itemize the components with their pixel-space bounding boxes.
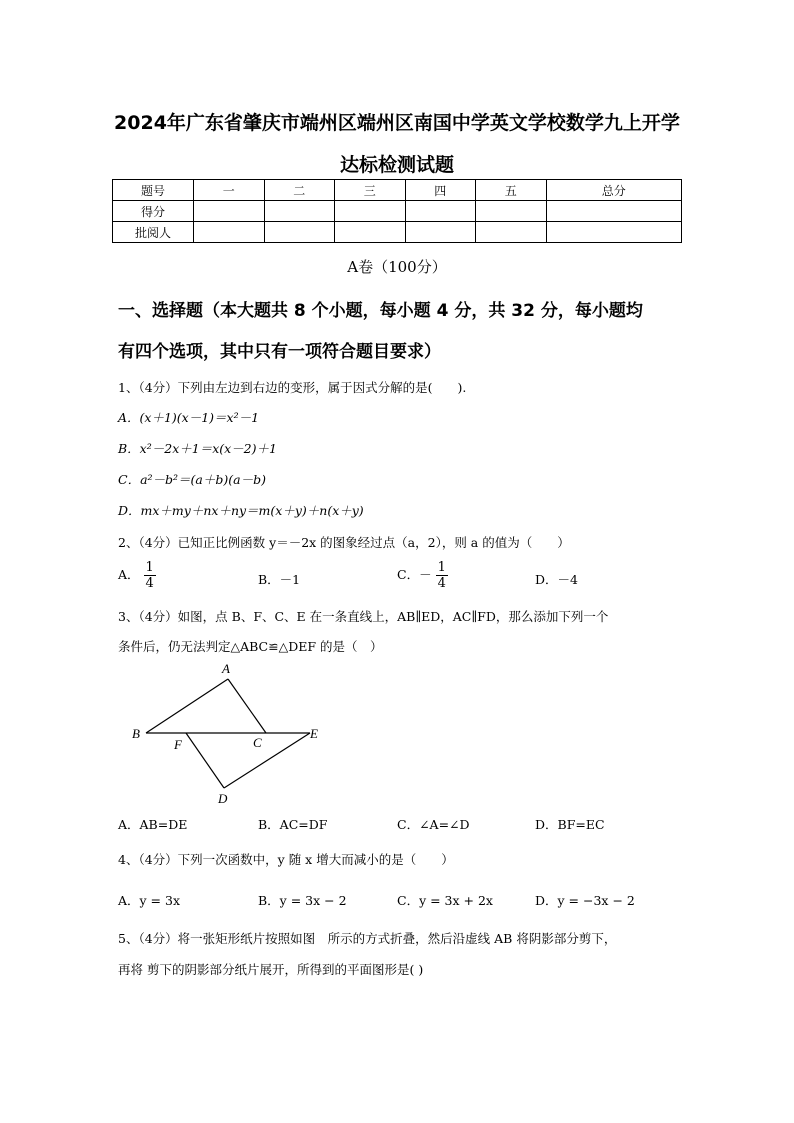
question-5-stem-line2: 再将 剪下的阴影部分纸片展开，所得到的平面图形是( ) (118, 962, 424, 977)
score-cell[interactable] (546, 222, 682, 243)
question-4-option-d[interactable]: D．y = −3x − 2 (535, 893, 635, 908)
score-cell[interactable] (405, 222, 476, 243)
table-header-cell: 一 (194, 180, 265, 201)
score-cell[interactable] (264, 222, 335, 243)
table-header-cell: 题号 (113, 180, 194, 201)
question-2-stem: 2、（4分）已知正比例函数 y＝－2x 的图象经过点（a，2），则 a 的值为（ ） (118, 535, 570, 550)
question-3-stem-line2: 条件后，仍无法判定△ABC≌△DEF 的是（ ） (118, 639, 383, 654)
question-3-option-c[interactable]: C．∠A=∠D (397, 817, 470, 832)
point-label-c: C (253, 735, 262, 750)
paper-section-label: A卷（100分） (347, 258, 447, 276)
score-cell[interactable] (264, 201, 335, 222)
question-4-option-a[interactable]: A．y = 3x (118, 893, 181, 908)
question-2-option-c[interactable] (397, 560, 448, 591)
option-label: C．－ (397, 567, 432, 582)
table-header-cell: 五 (476, 180, 547, 201)
table-header-cell: 总分 (546, 180, 682, 201)
point-label-d: D (218, 791, 228, 806)
score-cell[interactable] (194, 222, 265, 243)
table-row-label: 批阅人 (113, 222, 194, 243)
fraction (144, 560, 156, 591)
section-heading-line2: 有四个选项，其中只有一项符合题目要求） (118, 342, 441, 362)
question-1-option-c[interactable]: C．a²－b²＝(a＋b)(a－b) (118, 472, 266, 487)
question-2-option-d[interactable]: D．－4 (535, 572, 578, 587)
question-1-option-a[interactable]: A．(x＋1)(x－1)＝x²－1 (118, 410, 260, 425)
question-1-stem: 1、（4分）下列由左边到右边的变形，属于因式分解的是( ). (118, 380, 467, 395)
table-header-cell: 二 (264, 180, 335, 201)
point-label-f: F (174, 737, 182, 752)
fraction-numerator: 1 (437, 560, 446, 575)
point-label-a: A (222, 661, 230, 676)
fraction-numerator: 1 (145, 560, 154, 575)
question-4-option-c[interactable]: C．y = 3x + 2x (397, 893, 493, 908)
table-row (113, 180, 682, 201)
table-row (113, 222, 682, 243)
geometry-figure (120, 655, 340, 810)
segment-fd (186, 733, 224, 788)
section-heading: 一、选择题（本大题共 8 个小题，每小题 4 分，共 32 分，每小题均 (118, 301, 643, 321)
score-cell[interactable] (476, 222, 547, 243)
page-title: 2024年广东省肇庆市端州区端州区南国中学英文学校数学九上开学 (114, 112, 680, 134)
score-cell[interactable] (405, 201, 476, 222)
point-label-e: E (310, 726, 318, 741)
table-row (113, 201, 682, 222)
question-2-option-a[interactable] (118, 560, 156, 591)
segment-ac (228, 679, 266, 733)
score-cell[interactable] (546, 201, 682, 222)
score-table (112, 179, 682, 243)
fraction-denominator: 4 (437, 576, 446, 591)
point-label-b: B (132, 726, 140, 741)
fraction (436, 560, 448, 591)
question-3-option-a[interactable]: A．AB=DE (118, 817, 188, 832)
score-cell[interactable] (194, 201, 265, 222)
score-cell[interactable] (476, 201, 547, 222)
fraction-denominator: 4 (145, 576, 154, 591)
question-2-option-b[interactable]: B．－1 (258, 572, 301, 587)
question-1-option-b[interactable]: B．x²－2x＋1＝x(x－2)＋1 (118, 441, 277, 456)
question-4-option-b[interactable]: B．y = 3x − 2 (258, 893, 347, 908)
option-label: A． (118, 567, 140, 582)
question-3-option-d[interactable]: D．BF=EC (535, 817, 605, 832)
segment-de (224, 733, 310, 788)
segment-ab (146, 679, 228, 733)
question-3-option-b[interactable]: B．AC=DF (258, 817, 328, 832)
question-3-stem: 3、（4分）如图，点 B、F、C、E 在一条直线上，AB∥ED，AC∥FD，那么添加下列一个 (118, 609, 609, 624)
question-1-option-d[interactable]: D．mx＋my＋nx＋ny＝m(x＋y)＋n(x＋y) (118, 503, 364, 518)
score-cell[interactable] (335, 222, 406, 243)
score-cell[interactable] (335, 201, 406, 222)
table-row-label: 得分 (113, 201, 194, 222)
page-title-line2: 达标检测试题 (339, 154, 454, 176)
question-4-stem: 4、（4分）下列一次函数中，y 随 x 增大而减小的是（ ） (118, 852, 454, 867)
table-header-cell: 三 (335, 180, 406, 201)
question-5-stem: 5、（4分）将一张矩形纸片按照如图 所示的方式折叠，然后沿虚线 AB 将阴影部分剪下， (118, 931, 617, 946)
table-header-cell: 四 (405, 180, 476, 201)
